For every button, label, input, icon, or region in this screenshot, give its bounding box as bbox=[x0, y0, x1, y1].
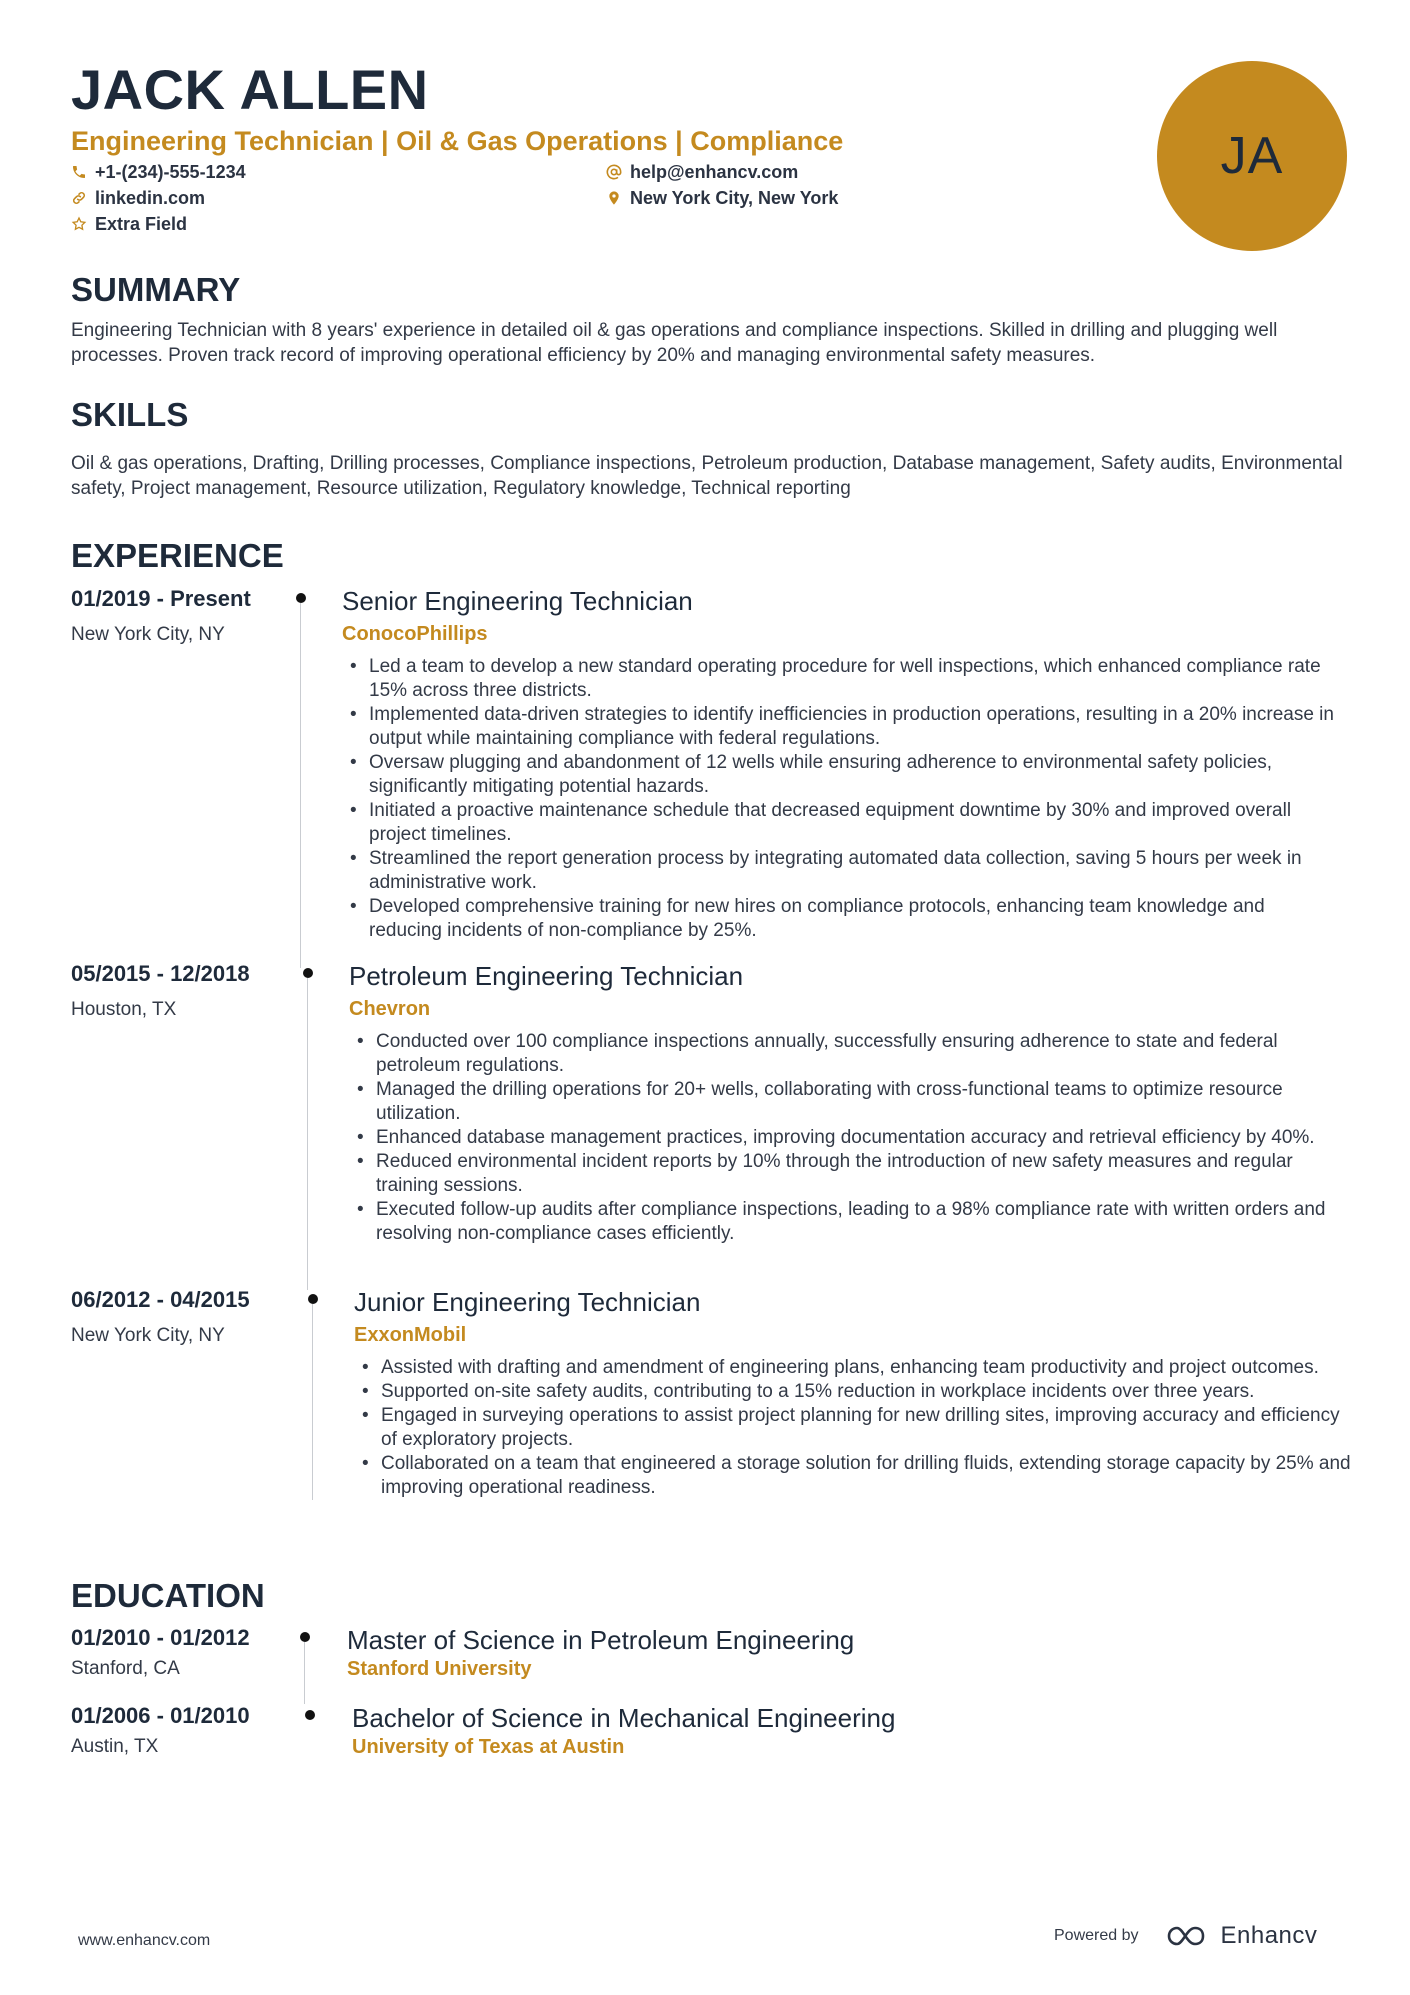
avatar-initials: JA bbox=[1220, 127, 1284, 185]
experience-bullets bbox=[342, 655, 1342, 943]
experience-location: New York City, NY bbox=[71, 624, 225, 645]
experience-location: New York City, NY bbox=[71, 1325, 225, 1346]
list-item: • Enhanced database management practices, improving documentation accuracy and retrieval efficiency by 40%. bbox=[349, 1126, 1349, 1150]
timeline-dot bbox=[296, 593, 306, 603]
timeline-line bbox=[307, 978, 308, 1290]
experience-date: 05/2015 - 12/2018 bbox=[71, 961, 250, 986]
experience-role: Petroleum Engineering Technician bbox=[349, 961, 744, 991]
powered-by-label: Powered by bbox=[1054, 1927, 1139, 1944]
experience-content bbox=[349, 960, 1349, 1246]
enhancv-brand-name: Enhancv bbox=[1220, 1922, 1318, 1949]
list-item: • Assisted with drafting and amendment of engineering plans, enhancing team productivity and project outcomes. bbox=[354, 1356, 1354, 1380]
contact-email[interactable] bbox=[606, 160, 798, 184]
list-item: • Streamlined the report generation process by integrating automated data collection, saving 5 hours per week in administrative work. bbox=[342, 847, 1342, 895]
experience-company[interactable]: ExxonMobil bbox=[354, 1324, 467, 1346]
skills-title: SKILLS bbox=[71, 396, 189, 433]
list-item: • Implemented data-driven strategies to identify inefficiencies in production operations, resulting in a 20% increase in output while maintaining compliance with federal regulations. bbox=[342, 703, 1342, 751]
experience-company[interactable]: ConocoPhillips bbox=[342, 623, 488, 645]
contact-email-text: help@enhancv.com bbox=[630, 162, 799, 182]
phone-icon bbox=[71, 164, 87, 180]
timeline-dot bbox=[300, 1632, 310, 1642]
location-pin-icon bbox=[606, 190, 622, 206]
candidate-headline: Engineering Technician | Oil & Gas Operations | Compliance bbox=[71, 126, 844, 156]
education-school[interactable]: University of Texas at Austin bbox=[352, 1736, 625, 1758]
experience-role: Senior Engineering Technician bbox=[342, 586, 693, 616]
list-item: • Supported on-site safety audits, contributing to a 15% reduction in workplace incidents over three years. bbox=[354, 1380, 1354, 1404]
contact-location-text: New York City, New York bbox=[630, 188, 839, 208]
contact-phone[interactable] bbox=[71, 160, 246, 184]
education-location: Stanford, CA bbox=[71, 1658, 180, 1679]
experience-bullets bbox=[349, 1030, 1349, 1246]
contact-location bbox=[606, 186, 838, 210]
experience-entry bbox=[71, 1286, 1351, 1506]
list-item: • Collaborated on a team that engineered a storage solution for drilling fluids, extending storage capacity by 25% and improving operational readiness. bbox=[354, 1452, 1354, 1500]
candidate-name: JACK ALLEN bbox=[71, 58, 429, 121]
education-date: 01/2006 - 01/2010 bbox=[71, 1703, 250, 1728]
education-date: 01/2010 - 01/2012 bbox=[71, 1625, 250, 1650]
list-item: • Conducted over 100 compliance inspections annually, successfully ensuring adherence to state and federal petroleum regulations. bbox=[349, 1030, 1349, 1078]
summary-text: Engineering Technician with 8 years' experience in detailed oil & gas operations and compliance inspections. Skilled in drilling and plugging well processes. Proven track record of improving operational efficiency by 20% and managing environmental safety measures. bbox=[71, 320, 1278, 366]
experience-date: 06/2012 - 04/2015 bbox=[71, 1287, 250, 1312]
education-content bbox=[347, 1624, 1347, 1682]
experience-company[interactable]: Chevron bbox=[349, 998, 431, 1020]
timeline-dot bbox=[303, 968, 313, 978]
avatar bbox=[1157, 61, 1347, 251]
list-item: • Oversaw plugging and abandonment of 12 wells while ensuring adherence to environmental safety policies, significantly mitigating potential hazards. bbox=[342, 751, 1342, 799]
timeline-dot bbox=[308, 1294, 318, 1304]
experience-location: Houston, TX bbox=[71, 999, 177, 1020]
summary-title: SUMMARY bbox=[71, 271, 241, 308]
experience-entry bbox=[71, 960, 1351, 1280]
timeline-dot bbox=[305, 1710, 315, 1720]
education-school[interactable]: Stanford University bbox=[347, 1658, 532, 1680]
contact-phone-text: +1-(234)-555-1234 bbox=[95, 162, 246, 182]
experience-entry bbox=[71, 585, 1351, 955]
contact-linkedin[interactable] bbox=[71, 186, 205, 210]
experience-date: 01/2019 - Present bbox=[71, 586, 251, 611]
list-item: • Developed comprehensive training for new hires on compliance protocols, enhancing team knowledge and reducing incidents of non-compliance by 25%. bbox=[342, 895, 1342, 943]
education-degree: Bachelor of Science in Mechanical Engineering bbox=[352, 1703, 896, 1733]
link-icon bbox=[71, 190, 87, 206]
timeline-line bbox=[312, 1304, 313, 1500]
contact-extra-text: Extra Field bbox=[95, 214, 188, 234]
list-item: • Executed follow-up audits after compliance inspections, leading to a 98% compliance rate with written orders and resolving non-compliance cases efficiently. bbox=[349, 1198, 1349, 1246]
experience-role: Junior Engineering Technician bbox=[354, 1287, 701, 1317]
experience-content bbox=[354, 1286, 1354, 1500]
timeline-line bbox=[304, 1642, 305, 1704]
education-content bbox=[352, 1702, 1352, 1760]
contact-info bbox=[71, 160, 1121, 240]
education-degree: Master of Science in Petroleum Engineering bbox=[347, 1625, 855, 1655]
experience-title: EXPERIENCE bbox=[71, 537, 284, 574]
timeline-line bbox=[300, 603, 301, 968]
star-icon bbox=[71, 216, 87, 232]
at-icon bbox=[606, 164, 622, 180]
list-item: • Managed the drilling operations for 20+ wells, collaborating with cross-functional teams to optimize resource utilization. bbox=[349, 1078, 1349, 1126]
contact-linkedin-text: linkedin.com bbox=[95, 188, 206, 208]
list-item: • Engaged in surveying operations to assist project planning for new drilling sites, improving accuracy and efficiency of exploratory projects. bbox=[354, 1404, 1354, 1452]
list-item: • Initiated a proactive maintenance schedule that decreased equipment downtime by 30% and improved overall project timelines. bbox=[342, 799, 1342, 847]
list-item: • Led a team to develop a new standard operating procedure for well inspections, which enhanced compliance rate 15% across three districts. bbox=[342, 655, 1342, 703]
experience-content bbox=[342, 585, 1342, 943]
skills-text: Oil & gas operations, Drafting, Drilling processes, Compliance inspections, Petroleum production, Database management, Safety audits, Environmental safety, Project management, Resource utilization, Regulatory knowledge, Technical reporting bbox=[71, 453, 1343, 499]
footer-branding[interactable] bbox=[1054, 1922, 1317, 1950]
footer-website-link[interactable]: www.enhancv.com bbox=[78, 1932, 211, 1949]
contact-extra bbox=[71, 212, 187, 236]
education-title: EDUCATION bbox=[71, 1577, 265, 1614]
list-item: • Reduced environmental incident reports by 10% through the introduction of new safety measures and regular training sessions. bbox=[349, 1150, 1349, 1198]
enhancv-logo-icon bbox=[1165, 1923, 1211, 1949]
education-location: Austin, TX bbox=[71, 1736, 159, 1757]
education-entry bbox=[71, 1702, 1351, 1782]
experience-bullets bbox=[354, 1356, 1354, 1500]
education-entry bbox=[71, 1624, 1351, 1704]
